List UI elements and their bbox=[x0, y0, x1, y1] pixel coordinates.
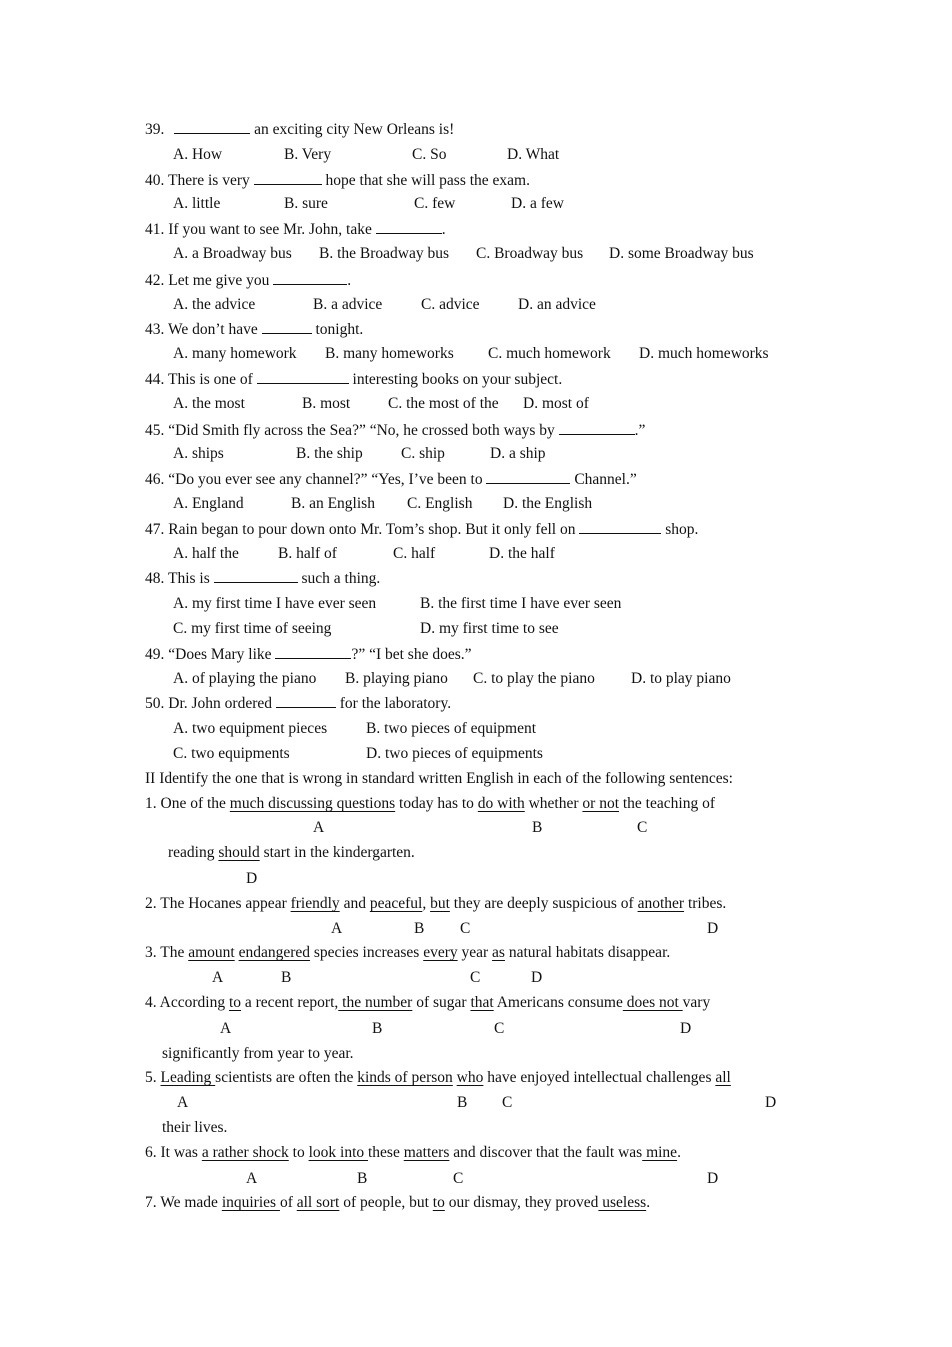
option-b: B. the ship bbox=[296, 445, 363, 462]
text: Americans consume bbox=[493, 994, 623, 1011]
underlined-a: inquiries bbox=[221, 1194, 280, 1211]
letter-d: D bbox=[680, 1020, 692, 1037]
answer-blank bbox=[257, 370, 349, 384]
option-d: D. an advice bbox=[518, 296, 596, 313]
sentence bbox=[145, 795, 715, 813]
answer-blank bbox=[275, 645, 351, 659]
sentence-continuation: their lives. bbox=[162, 1119, 228, 1136]
option-b: B. the Broadway bus bbox=[319, 245, 450, 262]
underlined-a: much discussing questions bbox=[229, 795, 396, 812]
option-c: C. ship bbox=[401, 445, 445, 462]
option-c: C. much homework bbox=[488, 345, 611, 362]
stem-text: . bbox=[441, 221, 446, 238]
option-c: C. Broadway bus bbox=[476, 245, 584, 262]
sentence bbox=[145, 1069, 731, 1087]
text: they are deeply suspicious of bbox=[449, 895, 638, 912]
option-d: D. the English bbox=[503, 495, 593, 512]
text: of people, but bbox=[339, 1194, 433, 1211]
question-39-stem bbox=[145, 120, 454, 139]
text: year bbox=[457, 944, 493, 961]
stem-text: If you want to see Mr. John, take bbox=[168, 221, 376, 238]
option-b: B. Very bbox=[284, 146, 332, 163]
stem-text: .” bbox=[634, 422, 646, 439]
underlined-c: who bbox=[456, 1069, 484, 1086]
underlined-a: a rather shock bbox=[201, 1144, 289, 1161]
text: . bbox=[677, 1144, 681, 1161]
letter-c: C bbox=[453, 1170, 464, 1187]
text: of bbox=[279, 1194, 297, 1211]
question-number: 50. bbox=[145, 695, 165, 712]
option-b: B. half of bbox=[278, 545, 337, 562]
underlined-b: peaceful bbox=[369, 895, 423, 912]
underlined-d: all bbox=[715, 1069, 731, 1086]
letter-b: B bbox=[281, 969, 292, 986]
text: , bbox=[422, 895, 431, 912]
option-d: D. some Broadway bus bbox=[609, 245, 754, 262]
sentence bbox=[145, 1144, 681, 1162]
option-a: A. many homework bbox=[173, 345, 297, 362]
option-b: B. a advice bbox=[313, 296, 383, 313]
text: 7. We made bbox=[145, 1194, 222, 1211]
text: reading bbox=[168, 844, 219, 861]
letter-d: D bbox=[707, 920, 719, 937]
option-c: C. So bbox=[412, 146, 447, 163]
text: these bbox=[368, 1144, 404, 1161]
question-number: 40. bbox=[145, 172, 165, 189]
text: species increases bbox=[310, 944, 424, 961]
text: our dismay, they proved bbox=[444, 1194, 599, 1211]
letter-d: D bbox=[246, 870, 258, 887]
question-47-stem bbox=[145, 520, 698, 539]
letter-c: C bbox=[460, 920, 471, 937]
option-a: A. the advice bbox=[173, 296, 256, 313]
stem-text: Rain began to pour down onto Mr. Tom’s shop. But it only fell on bbox=[168, 521, 580, 538]
text: of sugar bbox=[412, 994, 471, 1011]
underlined-c: but bbox=[430, 895, 450, 912]
underlined-d: as bbox=[492, 944, 505, 961]
question-42-stem bbox=[145, 271, 351, 290]
underlined-a: Leading bbox=[160, 1069, 216, 1086]
question-44-stem bbox=[145, 370, 562, 389]
option-a: A. a Broadway bus bbox=[173, 245, 292, 262]
answer-blank bbox=[579, 520, 661, 534]
answer-blank bbox=[559, 421, 635, 435]
text: 6. It was bbox=[145, 1144, 202, 1161]
underlined-b: do with bbox=[477, 795, 525, 812]
option-a: A. little bbox=[173, 195, 221, 212]
text: have enjoyed intellectual challenges bbox=[483, 1069, 716, 1086]
underlined-c: to bbox=[432, 1194, 445, 1211]
question-41-stem bbox=[145, 220, 446, 239]
text: 5. bbox=[145, 1069, 161, 1086]
question-number: 48. bbox=[145, 570, 165, 587]
question-number: 43. bbox=[145, 321, 165, 338]
stem-text: “Do you ever see any channel?” “Yes, I’ve been to bbox=[168, 471, 487, 488]
letter-b: B bbox=[532, 819, 543, 836]
letter-c: C bbox=[494, 1020, 505, 1037]
question-number: 49. bbox=[145, 646, 165, 663]
text: and bbox=[339, 895, 370, 912]
text: and discover that the fault was bbox=[449, 1144, 643, 1161]
stem-text: Channel.” bbox=[570, 471, 637, 488]
sentence-continuation: significantly from year to year. bbox=[162, 1045, 354, 1062]
underlined-b: the number bbox=[338, 994, 413, 1011]
letter-a: A bbox=[313, 819, 325, 836]
letter-c: C bbox=[502, 1094, 513, 1111]
text: natural habitats disappear. bbox=[504, 944, 671, 961]
section-heading: II Identify the one that is wrong in standard written English in each of the following sentences: bbox=[145, 770, 733, 787]
text: to bbox=[288, 1144, 309, 1161]
question-number: 45. bbox=[145, 422, 165, 439]
letter-a: A bbox=[212, 969, 224, 986]
question-43-stem bbox=[145, 320, 363, 339]
letter-c: C bbox=[470, 969, 481, 986]
stem-text: . bbox=[347, 272, 352, 289]
text: today has to bbox=[395, 795, 478, 812]
option-c: C. the most of the bbox=[388, 395, 499, 412]
text: 2. The Hocanes appear bbox=[145, 895, 291, 912]
underlined-c: or not bbox=[582, 795, 619, 812]
underlined-c: that bbox=[470, 994, 494, 1011]
letter-b: B bbox=[372, 1020, 383, 1037]
option-a: A. of playing the piano bbox=[173, 670, 317, 687]
text: a recent report, bbox=[241, 994, 339, 1011]
answer-blank bbox=[254, 171, 322, 185]
option-b: B. the first time I have ever seen bbox=[420, 595, 622, 612]
question-number: 47. bbox=[145, 521, 165, 538]
question-number: 41. bbox=[145, 221, 165, 238]
answer-blank bbox=[486, 470, 570, 484]
stem-text: such a thing. bbox=[297, 570, 381, 587]
option-a: A. the most bbox=[173, 395, 245, 412]
question-number: 44. bbox=[145, 371, 165, 388]
option-c: C. few bbox=[414, 195, 456, 212]
option-c: C. advice bbox=[421, 296, 480, 313]
option-c: C. English bbox=[407, 495, 473, 512]
question-number: 39. bbox=[145, 121, 165, 138]
underlined-b: kinds of person bbox=[357, 1069, 453, 1086]
underlined-d: does not bbox=[622, 994, 683, 1011]
stem-text: “Does Mary like bbox=[168, 646, 276, 663]
option-a: A. ships bbox=[173, 445, 224, 462]
question-46-stem bbox=[145, 470, 637, 489]
option-b: B. most bbox=[302, 395, 351, 412]
option-b: B. an English bbox=[291, 495, 375, 512]
underlined-c: matters bbox=[403, 1144, 450, 1161]
option-c: C. half bbox=[393, 545, 436, 562]
question-45-stem bbox=[145, 421, 645, 440]
letter-d: D bbox=[531, 969, 543, 986]
text: . bbox=[646, 1194, 651, 1211]
question-number: 42. bbox=[145, 272, 165, 289]
text: tribes. bbox=[684, 895, 727, 912]
option-a: A. England bbox=[173, 495, 244, 512]
text: start in the kindergarten. bbox=[259, 844, 415, 861]
stem-text: for the laboratory. bbox=[335, 695, 452, 712]
question-48-stem bbox=[145, 569, 380, 588]
underlined-a: to bbox=[228, 994, 242, 1011]
letter-a: A bbox=[220, 1020, 232, 1037]
option-d: D. What bbox=[507, 146, 560, 163]
option-a: A. half the bbox=[173, 545, 239, 562]
option-b: B. sure bbox=[284, 195, 328, 212]
stem-text: This is bbox=[167, 570, 214, 587]
stem-text: shop. bbox=[661, 521, 699, 538]
stem-text: This is one of bbox=[167, 371, 257, 388]
answer-blank bbox=[214, 569, 298, 583]
text: vary bbox=[682, 994, 711, 1011]
option-b: B. playing piano bbox=[345, 670, 448, 687]
text: whether bbox=[524, 795, 583, 812]
letter-c: C bbox=[637, 819, 648, 836]
underlined-d: mine bbox=[642, 1144, 678, 1161]
option-a: A. my first time I have ever seen bbox=[173, 595, 377, 612]
underlined-c: every bbox=[423, 944, 458, 961]
option-c: C. two equipments bbox=[173, 745, 290, 762]
option-c: C. my first time of seeing bbox=[173, 620, 332, 637]
letter-a: A bbox=[177, 1094, 189, 1111]
letter-b: B bbox=[414, 920, 425, 937]
stem-text: an exciting city New Orleans is! bbox=[250, 121, 455, 138]
option-d: D. to play piano bbox=[631, 670, 731, 687]
underlined-b: all sort bbox=[296, 1194, 340, 1211]
underlined-b: endangered bbox=[238, 944, 311, 961]
letter-b: B bbox=[457, 1094, 468, 1111]
stem-text: hope that she will pass the exam. bbox=[321, 172, 530, 189]
answer-blank bbox=[376, 220, 442, 234]
stem-text: Dr. John ordered bbox=[168, 695, 276, 712]
underlined-b: look into bbox=[308, 1144, 368, 1161]
underlined-d: should bbox=[218, 844, 260, 861]
underlined-d: another bbox=[637, 895, 685, 912]
underlined-a: friendly bbox=[290, 895, 340, 912]
letter-b: B bbox=[357, 1170, 368, 1187]
text: the teaching of bbox=[619, 795, 715, 812]
stem-text: tonight. bbox=[311, 321, 364, 338]
option-d: D. the half bbox=[489, 545, 555, 562]
text: 4. According bbox=[145, 994, 229, 1011]
option-d: D. most of bbox=[523, 395, 589, 412]
underlined-a: amount bbox=[188, 944, 235, 961]
letter-d: D bbox=[707, 1170, 719, 1187]
option-c: C. to play the piano bbox=[473, 670, 595, 687]
option-d: D. much homeworks bbox=[639, 345, 769, 362]
letter-a: A bbox=[246, 1170, 258, 1187]
question-40-stem bbox=[145, 171, 530, 190]
option-b: B. many homeworks bbox=[325, 345, 454, 362]
option-a: A. two equipment pieces bbox=[173, 720, 328, 737]
sentence bbox=[145, 994, 710, 1012]
letter-d: D bbox=[765, 1094, 777, 1111]
stem-text: interesting books on your subject. bbox=[348, 371, 563, 388]
underlined-d: useless bbox=[598, 1194, 647, 1211]
sentence bbox=[145, 944, 670, 962]
text: 1. One of the bbox=[145, 795, 230, 812]
letter-a: A bbox=[331, 920, 343, 937]
stem-text: There is very bbox=[167, 172, 254, 189]
option-d: D. two pieces of equipments bbox=[366, 745, 543, 762]
option-d: D. a few bbox=[511, 195, 564, 212]
option-a: A. How bbox=[173, 146, 223, 163]
option-d: D. a ship bbox=[490, 445, 546, 462]
answer-blank bbox=[262, 320, 312, 334]
text: scientists are often the bbox=[215, 1069, 358, 1086]
sentence-continuation bbox=[168, 844, 415, 862]
stem-text: We don’t have bbox=[167, 321, 262, 338]
sentence bbox=[145, 1194, 650, 1212]
option-b: B. two pieces of equipment bbox=[366, 720, 537, 737]
question-49-stem bbox=[145, 645, 472, 664]
answer-blank bbox=[174, 120, 250, 134]
question-number: 46. bbox=[145, 471, 165, 488]
stem-text: Let me give you bbox=[168, 272, 274, 289]
stem-text: ?” “I bet she does.” bbox=[351, 646, 472, 663]
question-50-stem bbox=[145, 694, 451, 713]
text: 3. The bbox=[145, 944, 189, 961]
answer-blank bbox=[276, 694, 336, 708]
answer-blank bbox=[273, 271, 347, 285]
sentence bbox=[145, 895, 726, 913]
option-d: D. my first time to see bbox=[420, 620, 559, 637]
stem-text: “Did Smith fly across the Sea?” “No, he crossed both ways by bbox=[168, 422, 559, 439]
